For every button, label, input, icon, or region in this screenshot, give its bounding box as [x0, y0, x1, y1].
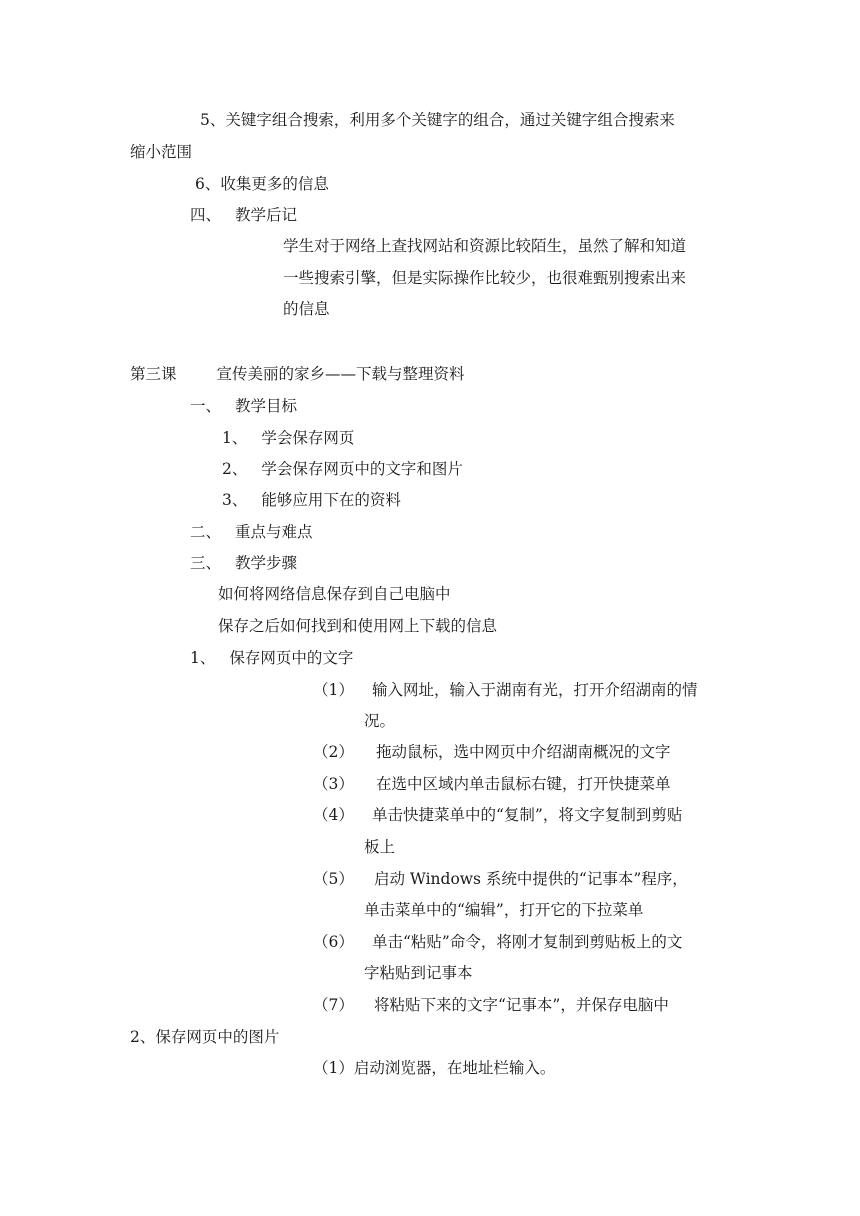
- step-1-heading: [190, 648, 353, 668]
- heading-text: 教学步骤: [235, 554, 298, 572]
- heading-text: 重点与难点: [235, 523, 313, 541]
- step-item-2-number: （2）: [313, 743, 354, 761]
- heading-afterword: [190, 205, 297, 225]
- goal-number: 2、: [222, 460, 248, 478]
- step-item-3-text: 在选中区域内单击鼠标右键，打开快捷菜单: [376, 775, 671, 793]
- heading-steps: [190, 553, 297, 573]
- lesson-title-text: 宣传美丽的家乡——下载与整理资料: [216, 365, 465, 383]
- heading-goals: [190, 396, 297, 416]
- afterword-line-1: 学生对于网络上查找网站和资源比较陌生，虽然了解和知道: [283, 237, 687, 255]
- lesson-title: [130, 364, 465, 384]
- afterword-line-3: 的信息: [283, 300, 330, 318]
- goal-text: 学会保存网页中的文字和图片: [261, 460, 463, 478]
- heading-keypoints: [190, 522, 313, 542]
- step-item-4-line1: 单击快捷菜单中的“复制”，将文字复制到剪贴: [372, 806, 683, 824]
- step-item-1-line2: 况。: [364, 712, 396, 730]
- heading-number: 二、: [190, 523, 222, 541]
- step-item-5-line1: 启动 Windows 系统中提供的“记事本”程序，: [374, 870, 688, 888]
- heading-text: 教学后记: [235, 206, 298, 224]
- goal-number: 3、: [222, 491, 248, 509]
- step-2-item-1: （1）启动浏览器，在地址栏输入。: [313, 1059, 556, 1077]
- list-item-5-line1: 5、关键字组合搜索，利用多个关键字的组合，通过关键字组合搜索来: [200, 111, 675, 129]
- step-item-6-number: （6）: [313, 933, 354, 951]
- step-text: 保存网页中的文字: [229, 649, 354, 667]
- step-2-heading: 2、保存网页中的图片: [130, 1028, 280, 1046]
- step-item-5-line2: 单击菜单中的“编辑”，打开它的下拉菜单: [364, 901, 644, 919]
- step-item-7-number: （7）: [313, 996, 354, 1014]
- goal-text: 学会保存网页: [261, 429, 355, 447]
- goal-number: 1、: [222, 429, 248, 447]
- question-2: 保存之后如何找到和使用网上下载的信息: [218, 617, 498, 635]
- step-item-6-line1: 单击“粘贴”命令，将刚才复制到剪贴板上的文: [372, 933, 683, 951]
- heading-number: 三、: [190, 554, 222, 572]
- step-item-4-number: （4）: [313, 806, 354, 824]
- heading-number: 一、: [190, 397, 222, 415]
- goal-text: 能够应用下在的资料: [261, 491, 401, 509]
- step-number: 1、: [190, 649, 216, 667]
- step-item-6-line2: 字粘贴到记事本: [364, 964, 473, 982]
- lesson-label: 第三课: [130, 365, 177, 383]
- step-item-1-line1: 输入网址，输入于湖南有光，打开介绍湖南的情: [372, 681, 698, 699]
- heading-text: 教学目标: [235, 397, 298, 415]
- step-item-7-text: 将粘贴下来的文字“记事本”，并保存电脑中: [374, 996, 669, 1014]
- list-item-5-line2: 缩小范围: [130, 143, 193, 161]
- step-item-4-line2: 板上: [364, 838, 396, 856]
- question-1: 如何将网络信息保存到自己电脑中: [218, 585, 451, 603]
- heading-number: 四、: [190, 206, 222, 224]
- goal-item-3: [222, 490, 401, 510]
- goal-item-2: [222, 459, 463, 479]
- afterword-line-2: 一些搜索引擎，但是实际操作比较少，也很难甄别搜索出来: [283, 269, 687, 287]
- step-item-1-number: （1）: [313, 681, 354, 699]
- step-item-2-text: 拖动鼠标，选中网页中介绍湖南概况的文字: [376, 743, 671, 761]
- step-item-5-number: （5）: [313, 870, 354, 888]
- list-item-6: 6、收集更多的信息: [195, 175, 329, 193]
- goal-item-1: [222, 428, 354, 448]
- step-item-3-number: （3）: [313, 775, 354, 793]
